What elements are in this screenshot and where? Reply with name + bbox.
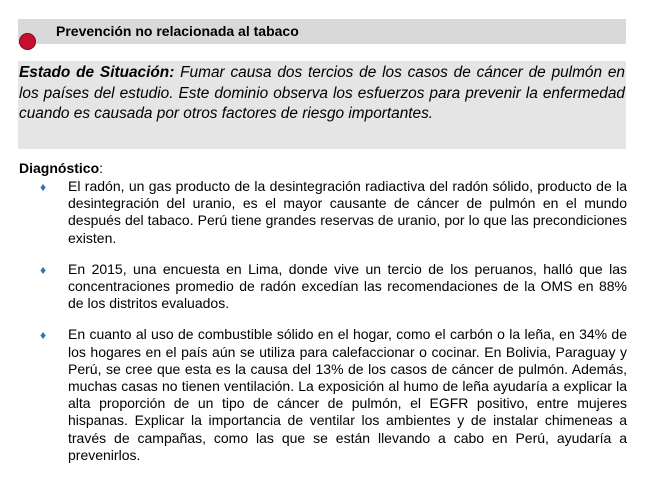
bullet-text: En 2015, una encuesta en Lima, donde vive un tercio de los peruanos, halló que las concentraciones promedio de radón excedían las recomendaciones de la OMS en 88% de los distritos evaluados. bbox=[68, 260, 627, 312]
diamond-bullet-icon: ♦ bbox=[40, 262, 47, 277]
list-item bbox=[40, 261, 627, 313]
diagnosis-heading-colon: : bbox=[99, 160, 104, 176]
list-item bbox=[40, 326, 627, 464]
diamond-bullet-icon: ♦ bbox=[40, 328, 47, 343]
diagnosis-heading bbox=[19, 160, 103, 176]
diamond-bullet-icon: ♦ bbox=[40, 180, 47, 194]
bullet-text: En cuanto al uso de combustible sólido en el hogar, como el carbón o la leña, en 34% de los hogares en el país aún se utiliza para calefaccionar o cocinar. En Bolivia, Paraguay y Perú, se cree que esta es la causa del 13% de los casos de cáncer de pulmón. Además, muchas casas no tienen ventilación. La exposición al humo de leña ayudaría a explicar la alta proporción de un tipo de cáncer de pulmón, el EGFR positivo, entre mujeres hispanas. Explicar la importancia de ventilar los ambientes y de instalar chimeneas a través de campañas, como las que se están llevando a cabo en Perú, ayudaría a prevenirlos. bbox=[68, 326, 627, 463]
list-item bbox=[40, 178, 627, 247]
situation-label: Estado de Situación: bbox=[19, 64, 175, 81]
section-title: Prevención no relacionada al tabaco bbox=[56, 23, 299, 39]
bullet-text: El radón, un gas producto de la desintegración radiactiva del radón sólido, producto de la desintegración del uranio, es el mayor causante de cáncer de pulmón en el mundo después del tabaco. Perú tiene grandes reservas de uranio, por lo que las precondiciones existen. bbox=[68, 178, 627, 246]
red-circle-icon bbox=[19, 33, 36, 50]
situation-box bbox=[18, 61, 626, 149]
situation-text: Fumar causa dos tercios de los casos de cáncer de pulmón en los países del estudio. Este dominio observa los esfuerzos para prevenir la enfermedad cuando es causada por otros factores de riesgo importantes. bbox=[19, 64, 625, 123]
diagnosis-heading-label: Diagnóstico bbox=[19, 160, 100, 176]
section-header-bar bbox=[18, 19, 626, 44]
diagnosis-bullet-list bbox=[40, 178, 627, 478]
